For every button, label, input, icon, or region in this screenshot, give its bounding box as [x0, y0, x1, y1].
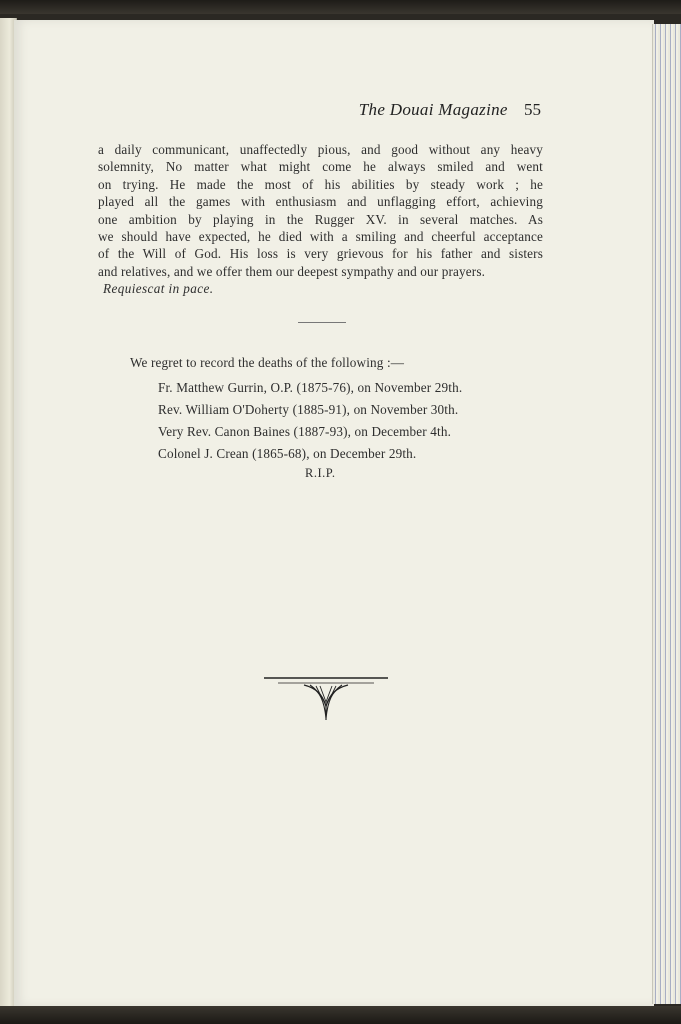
deaths-notice-intro: We regret to record the deaths of the following :—	[130, 355, 405, 370]
paragraph-line: played all the games with enthusiasm and unflagging effort, achieving	[98, 194, 543, 210]
running-header	[359, 100, 541, 120]
death-entry: Fr. Matthew Gurrin, O.P. (1875-76), on November 29th.	[158, 380, 463, 395]
paragraph-line: on trying. He made the most of his abilities by steady work ; he	[98, 176, 543, 192]
paragraph-line: one ambition by playing in the Rugger XV. in several matches. As	[98, 211, 543, 227]
paragraph-line: and relatives, and we offer them our deepest sympathy and our prayers.	[98, 263, 486, 279]
paragraph-line: a daily communicant, unaffectedly pious, and good without any heavy	[98, 142, 543, 157]
death-entry: Very Rev. Canon Baines (1887-93), on December 4th.	[158, 424, 452, 439]
magazine-title: The Douai Magazine	[358, 100, 508, 119]
page-number: 55	[524, 100, 541, 119]
rip-closing: R.I.P.	[305, 466, 336, 480]
death-entry: Colonel J. Crean (1865-68), on December 29th.	[158, 446, 417, 461]
page-stack-edges	[652, 24, 681, 1004]
death-entry: Rev. William O'Doherty (1885-91), on November 30th.	[158, 402, 459, 417]
book-cover-top-edge	[0, 0, 681, 14]
obituary-paragraph	[98, 141, 543, 280]
book-cover-bottom-edge	[0, 1006, 681, 1024]
deaths-list	[158, 377, 462, 465]
paragraph-line: we should have expected, he died with a smiling and cheerful acceptance	[98, 229, 543, 245]
paragraph-line: solemnity, No matter what might come he always smiled and went	[98, 159, 543, 175]
requiescat-line: Requiescat in pace.	[103, 281, 214, 296]
paragraph-line: of the Will of God. His loss is very grievous for his father and sisters	[98, 246, 543, 262]
tailpiece-ornament-icon	[264, 676, 388, 726]
section-divider	[298, 322, 346, 323]
